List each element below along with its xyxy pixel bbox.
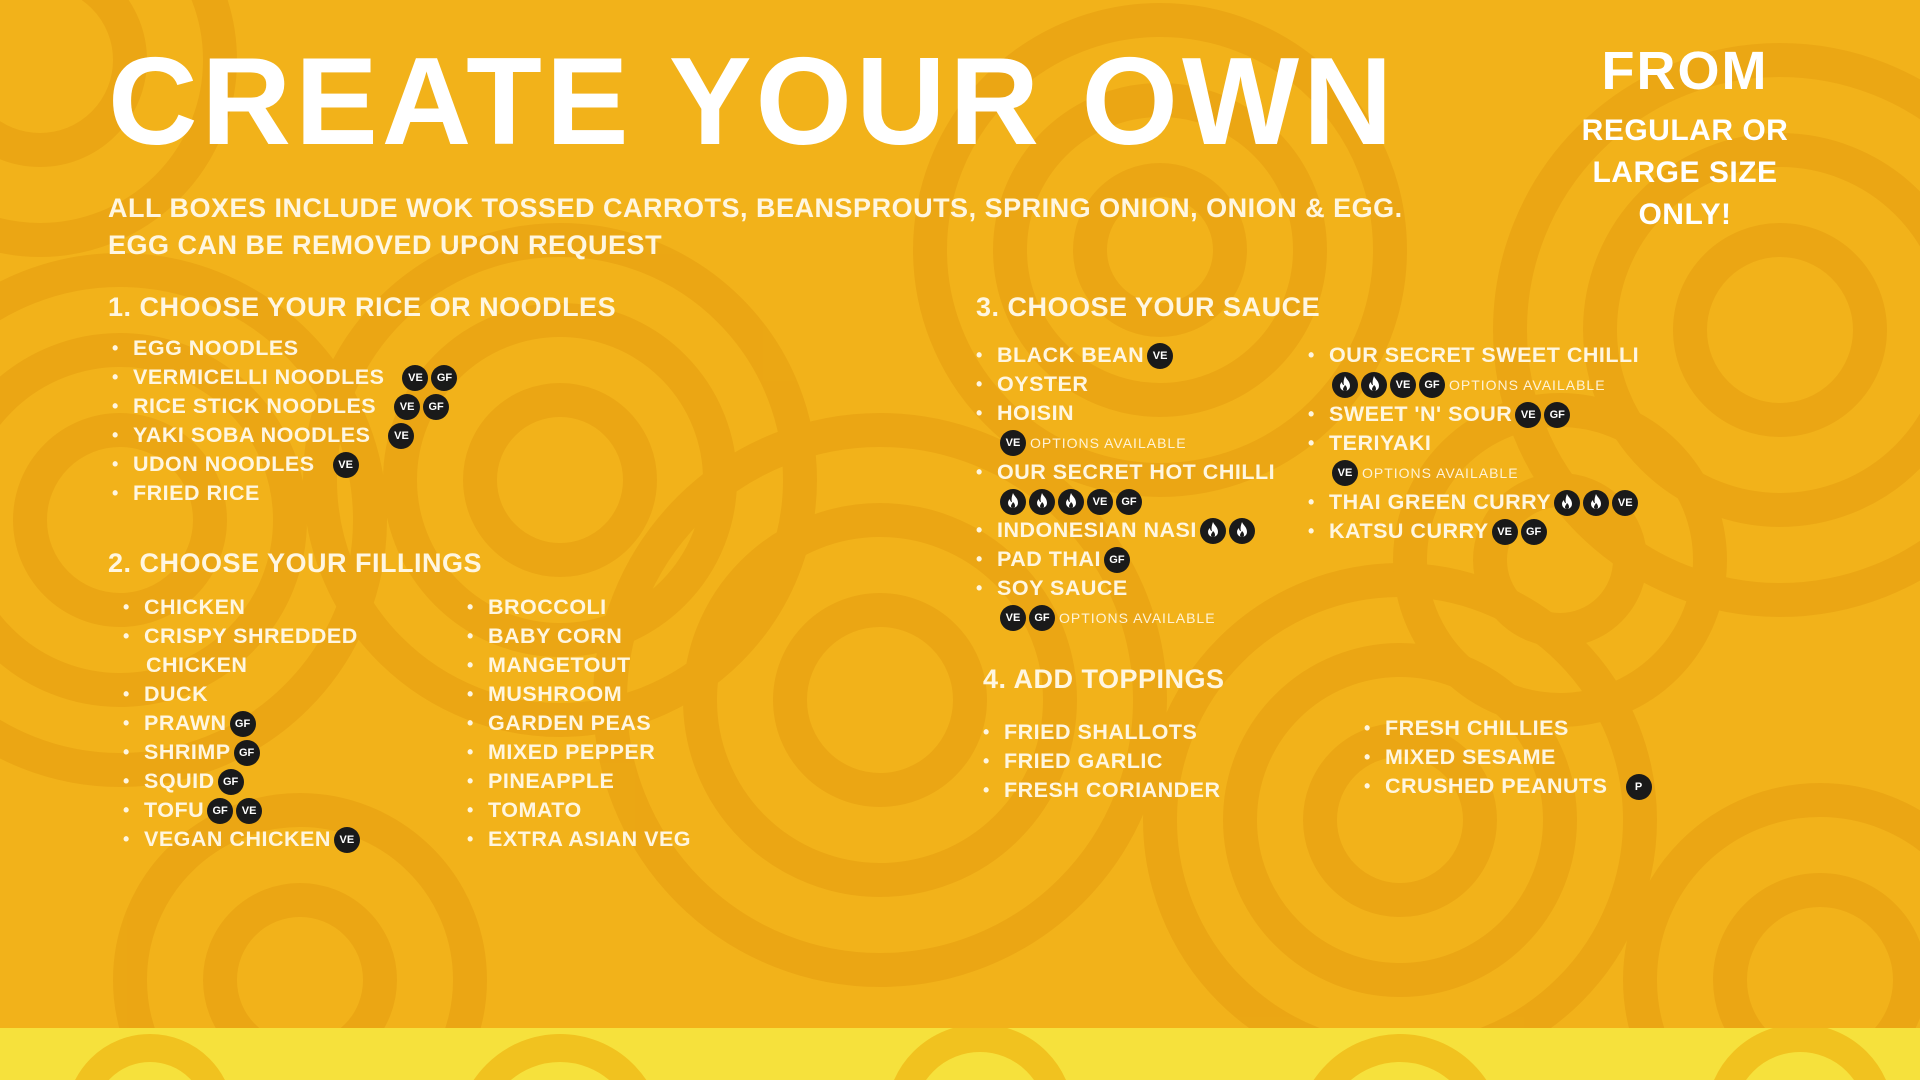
item-label: SHRIMP xyxy=(144,740,231,764)
bullet: • xyxy=(1308,345,1315,365)
flame-icon xyxy=(1029,489,1055,515)
item-label: VE xyxy=(402,365,428,391)
intro-text xyxy=(108,190,1403,264)
item-label: GARDEN PEAS xyxy=(488,711,652,735)
list-item xyxy=(467,651,691,680)
item-label: VE xyxy=(236,798,262,824)
bullet: • xyxy=(976,374,983,394)
bullet: • xyxy=(123,829,130,849)
size-note xyxy=(1540,110,1830,236)
list-item xyxy=(976,516,1275,545)
list-item xyxy=(976,341,1275,370)
dietary-tags xyxy=(1329,370,1639,400)
list-item xyxy=(983,776,1221,805)
bullet: • xyxy=(112,338,119,358)
list-item xyxy=(976,399,1275,458)
item-label: GF xyxy=(218,769,244,795)
list-item xyxy=(1308,517,1639,546)
list-item xyxy=(976,574,1275,633)
item-label: THAI GREEN CURRY xyxy=(1329,489,1552,514)
bullet: • xyxy=(123,597,130,617)
section-heading-fillings: 2. CHOOSE YOUR FILLINGS xyxy=(108,548,483,578)
bullet: • xyxy=(976,461,983,482)
list-item xyxy=(112,479,457,508)
list-item xyxy=(123,825,360,854)
item-label: VE xyxy=(394,394,420,420)
vegan-badge: VE xyxy=(1000,430,1026,456)
intro-line-2: EGG CAN BE REMOVED UPON REQUEST xyxy=(108,230,663,260)
item-label: GF xyxy=(1104,547,1130,573)
bullet: • xyxy=(467,829,474,849)
size-note-line-1: REGULAR OR xyxy=(1581,114,1789,147)
list-item xyxy=(112,363,457,392)
bullet: • xyxy=(112,367,119,387)
bullet: • xyxy=(983,751,990,771)
item-label: MANGETOUT xyxy=(488,653,631,677)
item-label: YAKI SOBA NOODLES xyxy=(133,423,371,447)
bullet: • xyxy=(467,742,474,762)
size-note-line-2: LARGE SIZE xyxy=(1592,156,1778,189)
item-label: VE xyxy=(1515,402,1541,428)
bullet: • xyxy=(983,780,990,800)
bullet: • xyxy=(112,483,119,503)
toppings-list-col1 xyxy=(983,718,1221,805)
list-item xyxy=(467,622,691,651)
list-item xyxy=(112,450,457,479)
dietary-tags xyxy=(1329,458,1639,488)
list-item xyxy=(976,370,1275,399)
dietary-tags xyxy=(997,487,1275,516)
item-label: BROCCOLI xyxy=(488,595,607,619)
item-label: OUR SECRET SWEET CHILLI xyxy=(1329,343,1640,367)
item-label: VE xyxy=(333,452,359,478)
item-label: CRUSHED PEANUTS xyxy=(1385,774,1608,798)
item-label: OYSTER xyxy=(997,372,1089,396)
list-item xyxy=(112,392,457,421)
item-label: CHICKEN xyxy=(144,595,246,619)
price-note xyxy=(1540,40,1830,236)
item-label: BABY CORN xyxy=(488,624,623,648)
list-item xyxy=(1308,341,1640,400)
bullet: • xyxy=(123,713,130,733)
bullet: • xyxy=(123,626,130,646)
item-label: MUSHROOM xyxy=(488,682,623,706)
list-item xyxy=(144,651,360,680)
item-label: EGG NOODLES xyxy=(133,336,299,360)
flame-icon xyxy=(1554,490,1580,516)
item-label: MIXED PEPPER xyxy=(488,740,656,764)
bullet: • xyxy=(467,800,474,820)
vegan-badge: VE xyxy=(1087,489,1113,515)
item-label: CRISPY SHREDDED xyxy=(144,624,358,648)
item-label: TOMATO xyxy=(488,798,582,822)
fillings-list-veg xyxy=(467,593,692,854)
item-label: VEGAN CHICKEN xyxy=(144,827,331,851)
gluten-free-badge: GF xyxy=(1116,489,1142,515)
section-heading-toppings: 4. ADD TOPPINGS xyxy=(983,664,1225,694)
list-item xyxy=(1364,743,1652,772)
item-label: INDONESIAN NASI xyxy=(997,517,1197,542)
item-label: PRAWN xyxy=(144,711,227,735)
intro-line-1: ALL BOXES INCLUDE WOK TOSSED CARROTS, BEANSPROUTS, SPRING ONION, ONION & EGG. xyxy=(108,193,1403,223)
flame-icon xyxy=(1200,518,1226,544)
list-item xyxy=(1308,429,1639,488)
item-label: FRIED GARLIC xyxy=(1004,749,1163,773)
list-item xyxy=(1308,400,1639,429)
item-label: GF xyxy=(1521,519,1547,545)
item-label: VE xyxy=(1612,490,1638,516)
bullet: • xyxy=(467,597,474,617)
options-available-note: OPTIONS AVAILABLE xyxy=(1059,609,1216,626)
sauce-list-col1 xyxy=(976,341,1276,633)
bullet: • xyxy=(467,684,474,704)
list-item xyxy=(467,709,691,738)
sauce-list-col2 xyxy=(1308,341,1640,546)
list-item xyxy=(123,680,360,709)
bullet: • xyxy=(1308,432,1315,453)
bullet: • xyxy=(976,345,983,365)
item-label: BLACK BEAN xyxy=(997,343,1145,367)
size-note-line-3: ONLY! xyxy=(1638,198,1732,231)
list-item xyxy=(123,796,360,825)
item-label: GF xyxy=(423,394,449,420)
item-label: VE xyxy=(388,423,414,449)
options-available-note: OPTIONS AVAILABLE xyxy=(1362,464,1519,481)
bullet: • xyxy=(976,577,983,598)
item-label: VERMICELLI NOODLES xyxy=(133,365,385,389)
item-label: MIXED SESAME xyxy=(1385,745,1556,769)
flame-icon xyxy=(1332,372,1358,398)
options-available-note: OPTIONS AVAILABLE xyxy=(1030,434,1187,451)
list-item xyxy=(1308,488,1639,517)
item-label: TERIYAKI xyxy=(1329,430,1432,455)
list-item xyxy=(1364,714,1652,743)
bullet: • xyxy=(112,396,119,416)
dietary-tags xyxy=(997,603,1275,633)
list-item xyxy=(123,593,360,622)
item-label: EXTRA ASIAN VEG xyxy=(488,827,692,851)
item-label: TOFU xyxy=(144,798,205,822)
item-label: HOISIN xyxy=(997,401,1075,425)
item-label: VE xyxy=(334,827,360,853)
gluten-free-badge: GF xyxy=(1419,372,1445,398)
rice-noodles-list xyxy=(112,334,457,508)
bullet: • xyxy=(123,742,130,762)
list-item xyxy=(123,767,360,796)
bullet: • xyxy=(1364,718,1371,738)
list-item xyxy=(467,738,691,767)
list-item xyxy=(123,622,360,651)
item-label: VE xyxy=(1492,519,1518,545)
bullet: • xyxy=(976,403,983,423)
flame-icon xyxy=(1229,518,1255,544)
list-item xyxy=(467,825,692,854)
list-item xyxy=(112,421,457,450)
list-item xyxy=(123,709,360,738)
item-label: PAD THAI xyxy=(997,546,1101,571)
list-item xyxy=(123,738,360,767)
flame-icon xyxy=(1058,489,1084,515)
dietary-tags xyxy=(997,428,1275,458)
item-label: VE xyxy=(1147,343,1173,369)
item-label: GF xyxy=(431,365,457,391)
item-label: SOY SAUCE xyxy=(997,575,1128,600)
bullet: • xyxy=(467,655,474,675)
bullet: • xyxy=(112,425,119,445)
item-label: RICE STICK NOODLES xyxy=(133,394,377,418)
flame-icon xyxy=(1361,372,1387,398)
bullet: • xyxy=(1364,747,1371,767)
list-item xyxy=(467,680,691,709)
item-label: FRIED SHALLOTS xyxy=(1004,720,1198,744)
item-label: KATSU CURRY xyxy=(1329,518,1489,543)
flame-icon xyxy=(1000,489,1026,515)
options-available-note: OPTIONS AVAILABLE xyxy=(1449,376,1606,393)
bullet: • xyxy=(123,800,130,820)
list-item xyxy=(1364,772,1652,801)
fillings-list-protein xyxy=(123,593,360,854)
bullet: • xyxy=(983,722,990,742)
item-label: CHICKEN xyxy=(146,653,248,677)
bullet: • xyxy=(1364,776,1371,796)
from-label: FROM xyxy=(1601,41,1769,101)
list-item xyxy=(976,458,1276,516)
bullet: • xyxy=(976,519,983,540)
item-label: P xyxy=(1626,774,1652,800)
list-item xyxy=(467,796,691,825)
vegan-badge: VE xyxy=(1000,605,1026,631)
item-label: UDON NOODLES xyxy=(133,452,315,476)
list-item xyxy=(983,718,1221,747)
list-item xyxy=(467,593,691,622)
item-label: SQUID xyxy=(144,769,215,793)
bullet: • xyxy=(123,771,130,791)
item-label: SWEET 'N' SOUR xyxy=(1329,401,1513,426)
bullet: • xyxy=(112,454,119,474)
bullet: • xyxy=(1308,491,1315,512)
list-item xyxy=(467,767,691,796)
item-label: DUCK xyxy=(144,682,209,706)
list-item xyxy=(112,334,457,363)
item-label: FRIED RICE xyxy=(133,481,260,505)
section-heading-rice-noodles: 1. CHOOSE YOUR RICE OR NOODLES xyxy=(108,292,617,322)
bullet: • xyxy=(1308,403,1315,424)
item-label: OUR SECRET HOT CHILLI xyxy=(997,459,1276,484)
page-title: CREATE YOUR OWN xyxy=(108,33,1397,171)
bullet: • xyxy=(467,626,474,646)
item-label: PINEAPPLE xyxy=(488,769,615,793)
list-item xyxy=(983,747,1221,776)
item-label: GF xyxy=(230,711,256,737)
item-label: GF xyxy=(234,740,260,766)
vegan-badge: VE xyxy=(1332,460,1358,486)
gluten-free-badge: GF xyxy=(1029,605,1055,631)
item-label: FRESH CORIANDER xyxy=(1004,778,1221,802)
flame-icon xyxy=(1583,490,1609,516)
bullet: • xyxy=(1308,520,1315,541)
item-label: GF xyxy=(1544,402,1570,428)
bullet: • xyxy=(467,771,474,791)
item-label: FRESH CHILLIES xyxy=(1385,716,1569,740)
bullet: • xyxy=(123,684,130,704)
bullet: • xyxy=(976,548,983,569)
item-label: GF xyxy=(207,798,233,824)
bullet: • xyxy=(467,713,474,733)
section-heading-sauce: 3. CHOOSE YOUR SAUCE xyxy=(976,292,1321,322)
list-item xyxy=(976,545,1275,574)
vegan-badge: VE xyxy=(1390,372,1416,398)
toppings-list-col2 xyxy=(1364,714,1652,801)
